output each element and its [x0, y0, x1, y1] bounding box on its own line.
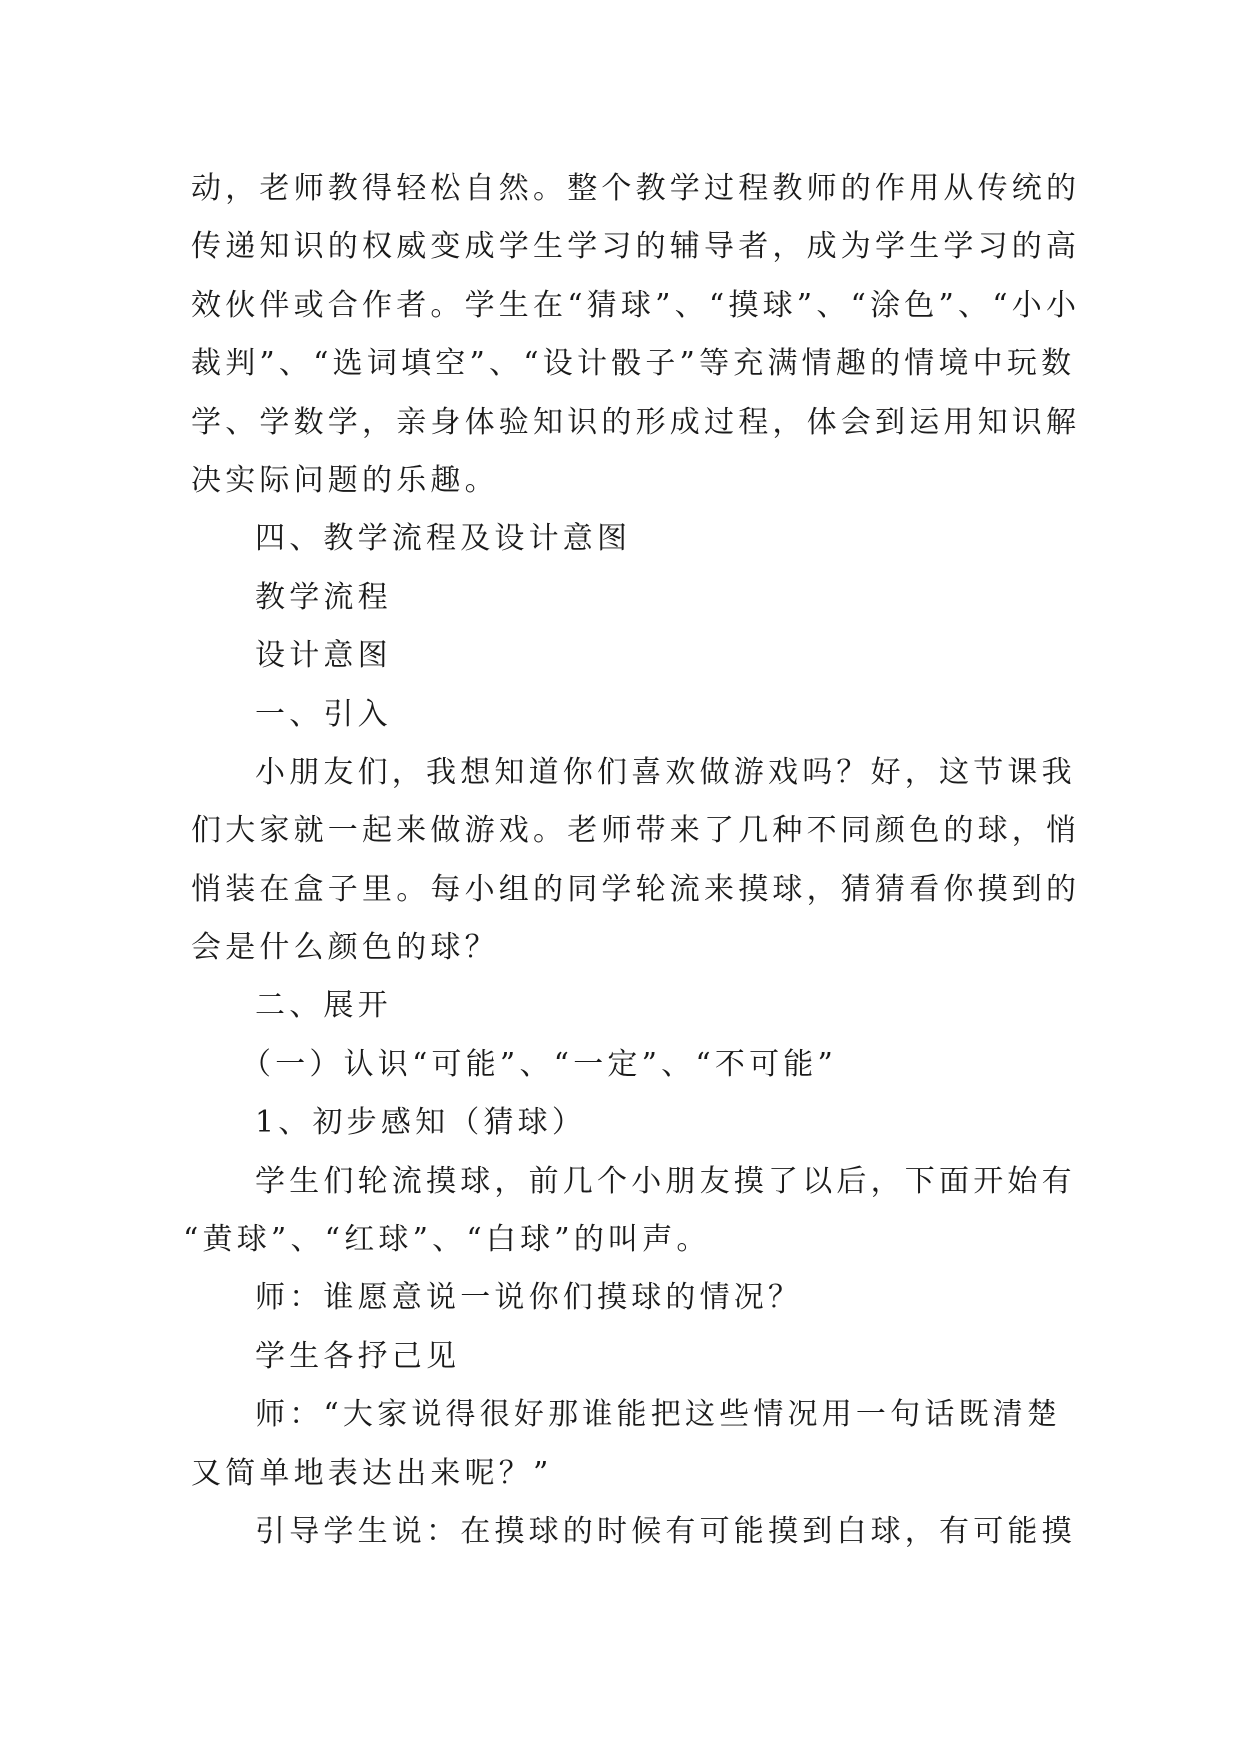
subheading: 设计意图 — [255, 638, 392, 674]
dialogue-line: 师：谁愿意说一说你们摸球的情况？ — [255, 1280, 803, 1316]
section-heading: 一、引入 — [255, 696, 392, 732]
document-body — [183, 160, 1081, 1561]
paragraph-line: 悄装在盒子里。每小组的同学轮流来摸球，猜猜看你摸到的 — [191, 871, 1081, 907]
section-heading: 四、教学流程及设计意图 — [255, 521, 632, 557]
paragraph-line: 动，老师教得轻松自然。整个教学过程教师的作用从传统的 — [191, 171, 1081, 206]
paragraph-line: 裁判”、“选词填空”、“设计骰子”等充满情趣的情境中玩数 — [191, 346, 1076, 382]
subheading: （一）认识“可能”、“一定”、“不可能” — [241, 1046, 838, 1082]
paragraph-line: “黄球”、“红球”、“白球”的叫声。 — [183, 1222, 711, 1258]
paragraph-line: 决实际问题的乐趣。 — [191, 462, 499, 498]
paragraph-line: 学生们轮流摸球，前几个小朋友摸了以后，下面开始有 — [255, 1163, 1076, 1199]
section-heading: 二、展开 — [255, 988, 392, 1024]
paragraph-line: 效伙伴或合作者。学生在“猜球”、“摸球”、“涂色”、“小小 — [191, 287, 1081, 323]
paragraph-line: 引导学生说：在摸球的时候有可能摸到白球，有可能摸 — [255, 1513, 1076, 1549]
paragraph-line: 学、学数学，亲身体验知识的形成过程，体会到运用知识解 — [191, 404, 1081, 440]
subheading: 教学流程 — [255, 579, 392, 615]
paragraph-line: 们大家就一起来做游戏。老师带来了几种不同颜色的球，悄 — [191, 813, 1081, 849]
dialogue-line: 又简单地表达出来呢？” — [191, 1455, 553, 1491]
paragraph-line: 会是什么颜色的球？ — [191, 930, 499, 966]
dialogue-line: 师：“大家说得很好那谁能把这些情况用一句话既清楚 — [255, 1397, 1062, 1433]
paragraph-line: 学生各抒己见 — [255, 1338, 461, 1374]
subheading: 1、初步感知（猜球） — [255, 1105, 587, 1141]
paragraph-line: 传递知识的权威变成学生学习的辅导者，成为学生学习的高 — [191, 229, 1081, 265]
paragraph-line: 小朋友们，我想知道你们喜欢做游戏吗？好，这节课我 — [255, 754, 1076, 790]
